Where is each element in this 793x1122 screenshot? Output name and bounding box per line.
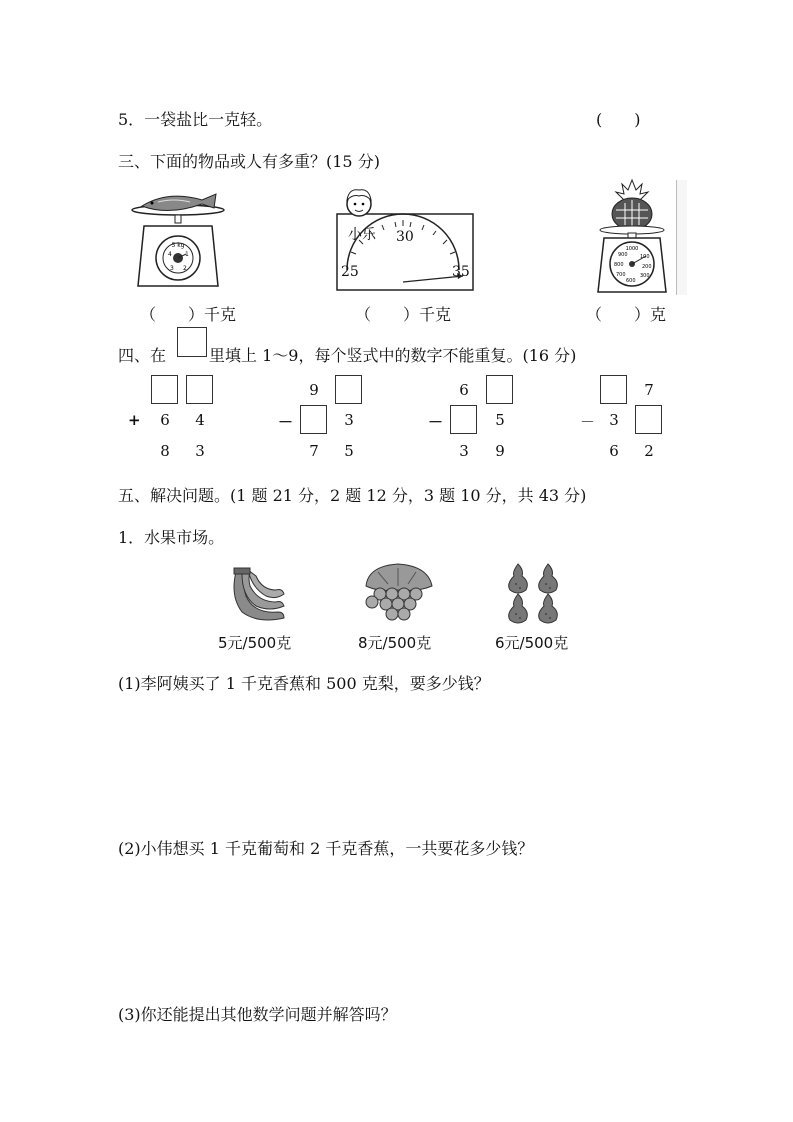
dial-label-25: 25 (341, 264, 359, 280)
cropped-image-edge (676, 180, 687, 295)
banana-icon (228, 566, 288, 626)
digit: 3 (609, 411, 619, 429)
digit: 9 (309, 381, 319, 399)
digit: 7 (309, 442, 319, 460)
question-1-title: 1．水果市场。 (118, 528, 225, 547)
section-3-title: 三、下面的物品或人有多重？(15 分) (118, 152, 380, 171)
dial-label-30: 30 (396, 229, 414, 245)
fill-box[interactable] (151, 375, 178, 404)
digit: 4 (195, 411, 205, 429)
sub-question-3: (3)你还能提出其他数学问题并解答吗？ (118, 1005, 397, 1024)
svg-text:300: 300 (640, 273, 650, 279)
plus-operator: + (128, 411, 141, 429)
example-box (177, 327, 207, 357)
minus-operator: － (278, 413, 294, 431)
digit: 9 (495, 442, 505, 460)
answer-parentheses: ( ) (596, 110, 641, 129)
digit: 2 (644, 442, 654, 460)
pear-icon (504, 562, 564, 626)
section-5-title: 五、解决问题。(1 题 21 分，2 题 12 分，3 题 10 分，共 43 分) (118, 486, 587, 505)
svg-text:800: 800 (614, 262, 624, 268)
svg-text:5 kg: 5 kg (171, 242, 185, 249)
svg-text:900: 900 (618, 252, 628, 258)
svg-text:1000: 1000 (625, 246, 639, 252)
minus-operator: － (428, 413, 444, 431)
digit: 8 (160, 442, 170, 460)
digit: 3 (459, 442, 469, 460)
pineapple-scale-icon (590, 178, 675, 294)
digit: 6 (609, 442, 619, 460)
svg-text:4: 4 (168, 251, 172, 258)
svg-text:600: 600 (626, 278, 636, 284)
fish-scale-icon (128, 190, 228, 290)
answer-blank-pineapple: （ ）克 (586, 305, 667, 324)
section-4-title-part2: 里填上 1～9，每个竖式中的数字不能重复。(16 分) (209, 346, 577, 365)
digit: 6 (160, 411, 170, 429)
answer-blank-fish: （ ）千克 (140, 305, 237, 324)
banana-price: 5元/500克 (218, 634, 292, 652)
digit: 5 (495, 411, 505, 429)
grapes-price: 8元/500克 (358, 634, 432, 652)
fill-box[interactable] (486, 375, 513, 404)
minus-operator: － (580, 413, 596, 431)
grapes-icon (358, 562, 438, 626)
person-name-label: 小乐 (348, 227, 376, 243)
fill-box[interactable] (186, 375, 213, 404)
svg-text:100: 100 (640, 254, 650, 260)
svg-text:200: 200 (642, 264, 652, 270)
dial-label-35: 35 (452, 264, 470, 280)
sub-question-2: (2)小伟想买 1 千克葡萄和 2 千克香蕉，一共要花多少钱？ (118, 839, 534, 858)
digit: 5 (344, 442, 354, 460)
fill-box[interactable] (335, 375, 362, 404)
svg-text:2: 2 (183, 265, 187, 272)
fill-box[interactable] (600, 375, 627, 404)
digit: 7 (644, 381, 654, 399)
svg-text:1: 1 (185, 251, 189, 258)
fill-box[interactable] (635, 405, 662, 434)
question-5: 5．一袋盐比一克轻。 (118, 110, 273, 129)
fill-box[interactable] (300, 405, 327, 434)
fill-box[interactable] (450, 405, 477, 434)
digit: 3 (344, 411, 354, 429)
digit: 6 (459, 381, 469, 399)
pear-price: 6元/500克 (495, 634, 569, 652)
answer-blank-person: （ ）千克 (355, 305, 452, 324)
section-4-title-part1: 四、在 (118, 346, 167, 365)
svg-text:3: 3 (170, 265, 174, 272)
digit: 3 (195, 442, 205, 460)
sub-question-1: (1)李阿姨买了 1 千克香蕉和 500 克梨，要多少钱？ (118, 674, 490, 693)
svg-text:700: 700 (616, 272, 626, 278)
